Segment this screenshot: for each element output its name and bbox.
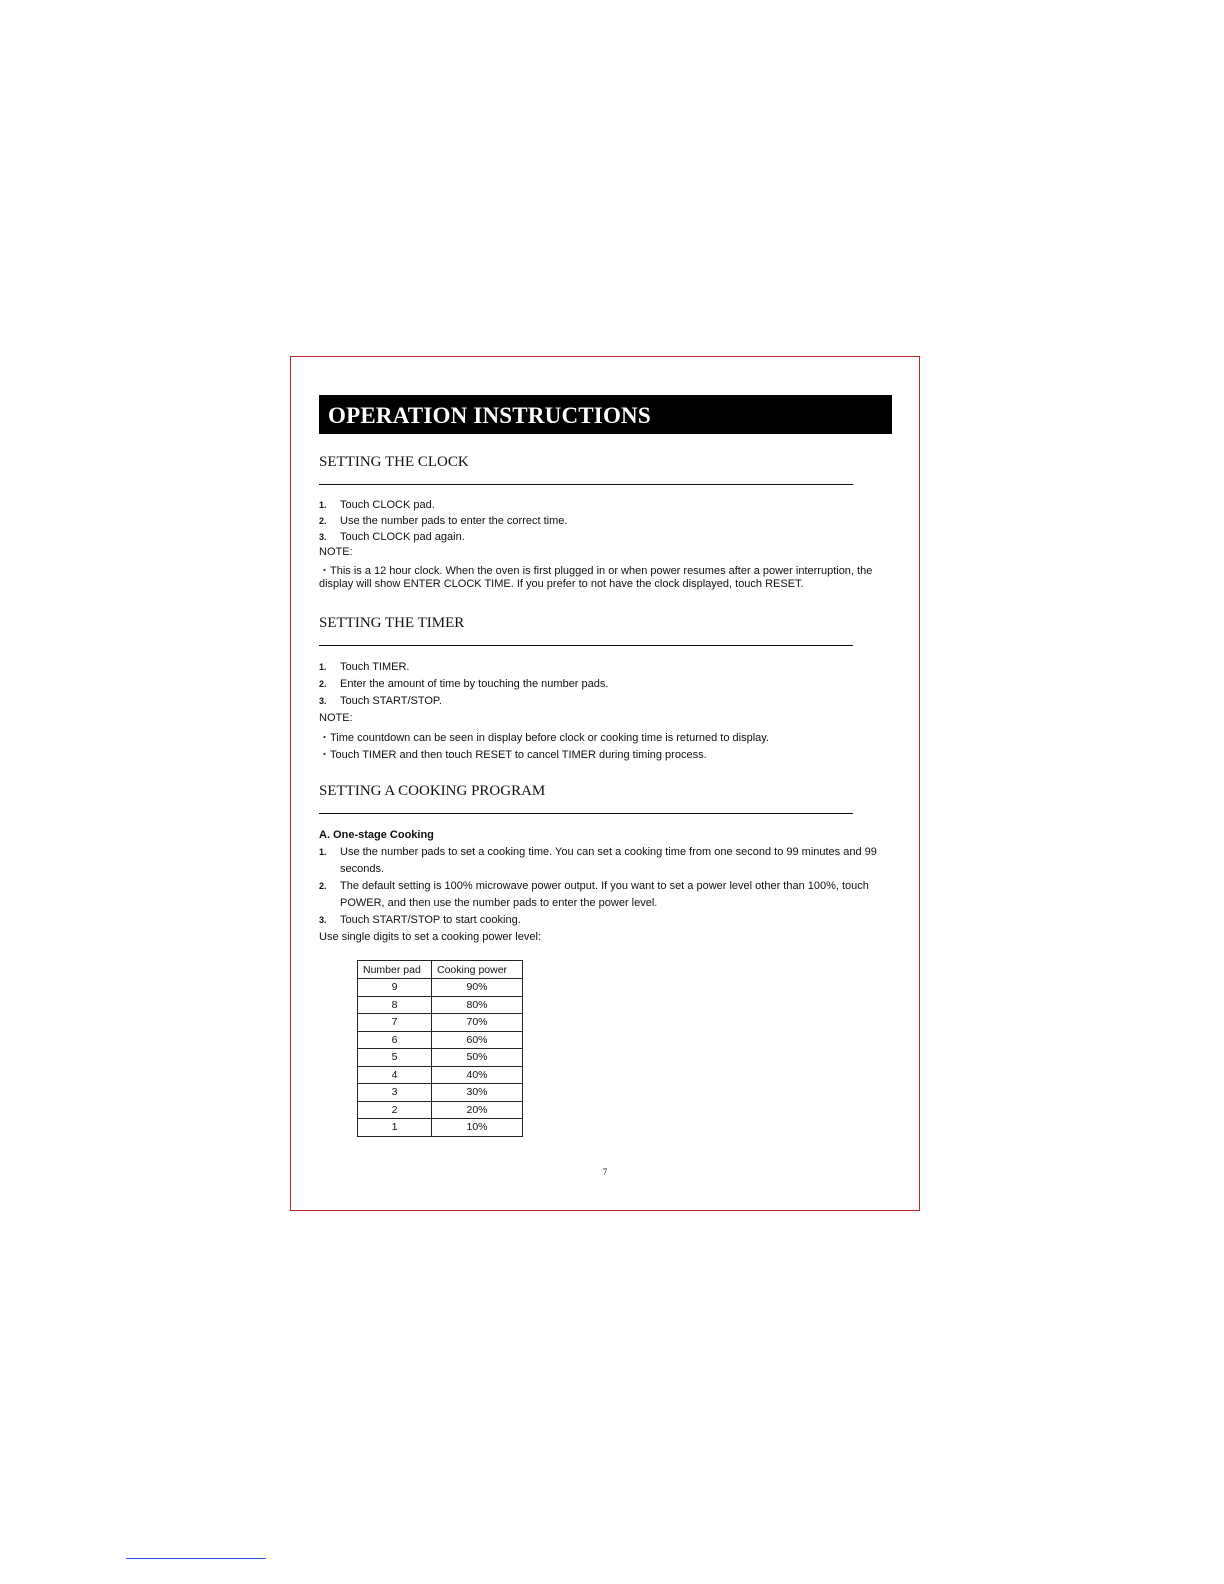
cooking-power-cell: 20% [432, 1101, 523, 1119]
table-header-row [358, 961, 523, 979]
step-text: Use the number pads to enter the correct time. [340, 515, 568, 527]
table-row [358, 996, 523, 1014]
step-number: 3. [319, 915, 327, 925]
cooking-power-cell: 80% [432, 996, 523, 1014]
cooking-power-cell: 10% [432, 1119, 523, 1137]
step-number: 1. [319, 847, 327, 857]
step-text: Touch CLOCK pad again. [340, 531, 465, 543]
step-text: Use the number pads to set a cooking time. You can set a cooking time from one second to 99 minutes and 99 [340, 846, 877, 858]
table-row [358, 1101, 523, 1119]
timer-note-label: NOTE: [319, 712, 353, 724]
table-row [358, 1031, 523, 1049]
clock-note-label: NOTE: [319, 546, 353, 558]
footer-rule [126, 1558, 266, 1559]
clock-note-line-1: ・This is a 12 hour clock. When the oven is first plugged in or when power resumes after a power interruption, the [319, 565, 873, 577]
program-digits-note: Use single digits to set a cooking power level: [319, 931, 541, 943]
cooking-power-cell: 40% [432, 1066, 523, 1084]
table-row [358, 1049, 523, 1067]
section-title-timer: SETTING THE TIMER [319, 615, 853, 646]
number-pad-cell: 7 [358, 1014, 432, 1032]
column-header-cooking-power: Cooking power [432, 961, 523, 979]
number-pad-cell: 3 [358, 1084, 432, 1102]
timer-note-1: ・Time countdown can be seen in display before clock or cooking time is returned to display. [319, 732, 770, 744]
step-number: 2. [319, 881, 327, 891]
power-level-table [357, 960, 523, 1137]
table-row [358, 1066, 523, 1084]
number-pad-cell: 5 [358, 1049, 432, 1067]
table-row [358, 1084, 523, 1102]
column-header-number-pad: Number pad [358, 961, 432, 979]
step-number: 3. [319, 696, 327, 706]
table-row [358, 1014, 523, 1032]
step-text: Touch START/STOP to start cooking. [340, 914, 521, 926]
number-pad-cell: 9 [358, 979, 432, 997]
step-number: 2. [319, 516, 327, 526]
program-subheading: A. One-stage Cooking [319, 829, 434, 841]
step-number: 1. [319, 500, 327, 510]
section-title-clock: SETTING THE CLOCK [319, 454, 853, 485]
cooking-power-cell: 90% [432, 979, 523, 997]
step-text: Touch START/STOP. [340, 695, 442, 707]
step-text: Touch CLOCK pad. [340, 499, 435, 511]
table-row [358, 1119, 523, 1137]
number-pad-cell: 6 [358, 1031, 432, 1049]
timer-note-2: ・Touch TIMER and then touch RESET to cancel TIMER during timing process. [319, 749, 707, 761]
step-number: 3. [319, 532, 327, 542]
page-frame [290, 356, 920, 1211]
page-banner: OPERATION INSTRUCTIONS [319, 395, 892, 434]
number-pad-cell: 4 [358, 1066, 432, 1084]
step-number: 1. [319, 662, 327, 672]
page-number: 7 [602, 1167, 608, 1177]
number-pad-cell: 2 [358, 1101, 432, 1119]
number-pad-cell: 1 [358, 1119, 432, 1137]
cooking-power-cell: 60% [432, 1031, 523, 1049]
step-text: The default setting is 100% microwave power output. If you want to set a power level other than 100%, touch [340, 880, 869, 892]
number-pad-cell: 8 [358, 996, 432, 1014]
step-text: Touch TIMER. [340, 661, 410, 673]
table-row [358, 979, 523, 997]
cooking-power-cell: 50% [432, 1049, 523, 1067]
cooking-power-cell: 70% [432, 1014, 523, 1032]
section-title-program: SETTING A COOKING PROGRAM [319, 783, 853, 814]
cooking-power-cell: 30% [432, 1084, 523, 1102]
step-text: seconds. [340, 863, 385, 875]
step-text: Enter the amount of time by touching the number pads. [340, 678, 609, 690]
step-number: 2. [319, 679, 327, 689]
clock-note-line-2: display will show ENTER CLOCK TIME. If you prefer to not have the clock displayed, touch RESET. [319, 578, 804, 590]
step-text: POWER, and then use the number pads to enter the power level. [340, 897, 658, 909]
